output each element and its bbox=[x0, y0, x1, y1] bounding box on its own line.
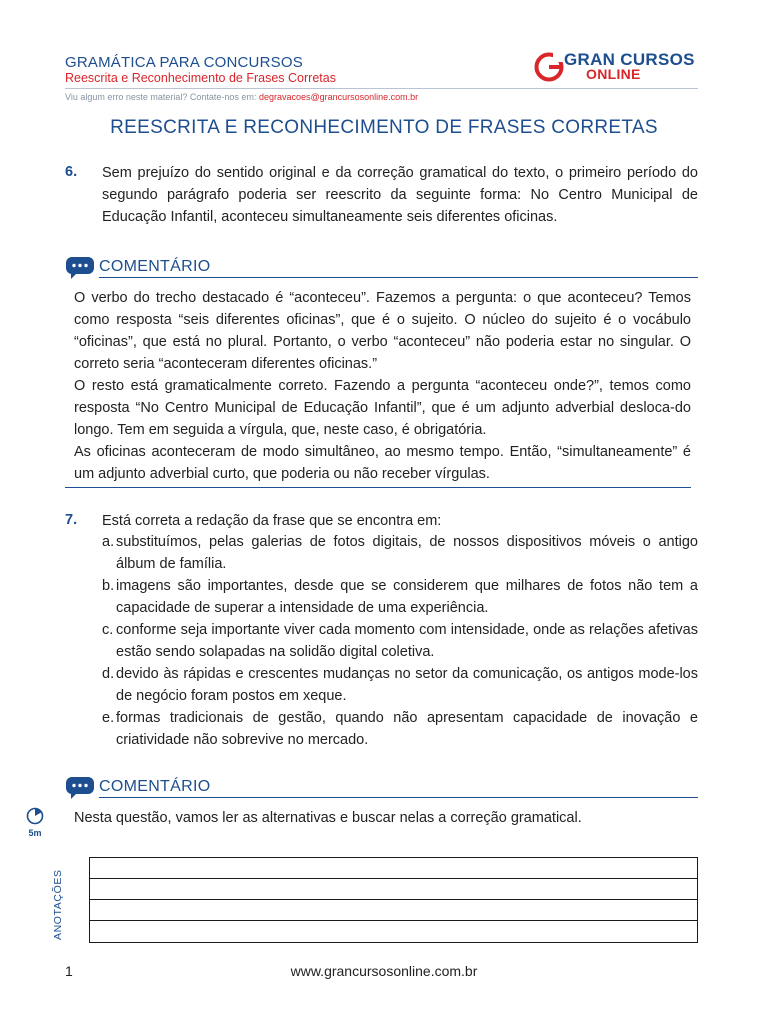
footer-url-link[interactable]: www.grancursosonline.com.br bbox=[290, 963, 478, 979]
comment-2-text: Nesta questão, vamos ler as alternativas e buscar nelas a correção gramatical. bbox=[74, 810, 582, 826]
section-title: REESCRITA E RECONHECIMENTO DE FRASES CORRETAS bbox=[110, 117, 658, 138]
contact-prefix: Viu algum erro neste material? Contate-nos em: bbox=[65, 92, 257, 102]
comment-2-header bbox=[65, 776, 698, 800]
option-letter: b. bbox=[102, 578, 115, 594]
option-letter: e. bbox=[102, 710, 115, 726]
question-6-text: Sem prejuízo do sentido original e da correção gramatical do texto, o primeiro período do segundo parágrafo poderia ser reescrito da seguinte forma: No Centro Municipal de Educação Infantil, aconteceu simultaneamente seis diferentes oficinas. bbox=[102, 165, 698, 225]
option-letter: a. bbox=[102, 534, 115, 550]
logo-g-icon bbox=[534, 52, 564, 82]
option-a bbox=[102, 531, 698, 575]
timer-icon bbox=[26, 806, 44, 826]
notes-line bbox=[90, 920, 697, 921]
notes-label: ANOTAÇÕES bbox=[52, 869, 64, 940]
option-letter: d. bbox=[102, 666, 115, 682]
question-7-stem: Está correta a redação da frase que se encontra em: bbox=[102, 513, 442, 529]
page-number: 1 bbox=[65, 963, 73, 979]
header-divider bbox=[65, 88, 698, 89]
option-text: formas tradicionais de gestão, quando não apresentam capacidade de inovação e criatividade não sobrevive no mercado. bbox=[116, 710, 698, 748]
comment-1-paragraph: O verbo do trecho destacado é “aconteceu”. Fazemos a pergunta: o que aconteceu? Temos como resposta “seis diferentes oficinas”, que é o sujeito. O núcleo do sujeito é o vocábulo “oficinas”, que está no plural. Portanto, o verbo “aconteceu” não poderia estar no singular. O correto seria “aconteceram diferentes oficinas.” bbox=[74, 290, 691, 372]
option-letter: c. bbox=[102, 622, 114, 638]
option-c bbox=[102, 619, 698, 663]
header-subtitle: Reescrita e Reconhecimento de Frases Corretas bbox=[65, 71, 336, 85]
header-title: GRAMÁTICA PARA CONCURSOS bbox=[65, 54, 303, 71]
comment-1-rule bbox=[99, 277, 698, 278]
option-text: devido às rápidas e crescentes mudanças no setor da comunicação, os antigos mode-los de negócio foram postos em xeque. bbox=[116, 666, 698, 704]
comment-2-rule bbox=[99, 797, 698, 798]
comment-1-header bbox=[65, 256, 698, 280]
comment-1-bottom-rule bbox=[65, 487, 691, 488]
header-contact bbox=[65, 92, 418, 102]
comment-1-label: COMENTÁRIO bbox=[99, 258, 211, 275]
notes-line bbox=[90, 899, 697, 900]
comment-bubble-icon bbox=[65, 776, 95, 800]
comment-1-paragraph: O resto está gramaticalmente correto. Fazendo a pergunta “aconteceu onde?”, temos como resposta “No Centro Municipal de Educação Infantil”, que é um adjunto adverbial desloca-do longo. Tem em seguida a vírgula, que, neste caso, é obrigatória. bbox=[74, 378, 691, 438]
question-7-number: 7. bbox=[65, 512, 78, 528]
logo-line1: GRAN CURSOS bbox=[564, 50, 695, 69]
option-b bbox=[102, 575, 698, 619]
comment-1-paragraph: As oficinas aconteceram de modo simultâneo, ao mesmo tempo. Então, “simultaneamente” é um adjunto adverbial curto, que poderia ou não receber vírgulas. bbox=[74, 444, 691, 482]
comment-2-label: COMENTÁRIO bbox=[99, 778, 211, 795]
option-text: conforme seja importante viver cada momento com intensidade, onde as relações afetivas estão sendo solapadas na solidão digital coletiva. bbox=[116, 622, 698, 660]
option-d bbox=[102, 663, 698, 707]
contact-email-link[interactable]: degravacoes@grancursosonline.com.br bbox=[258, 92, 419, 102]
option-text: substituímos, pelas galerias de fotos digitais, de nossos dispositivos móveis o antigo álbum de família. bbox=[116, 534, 698, 572]
comment-bubble-icon bbox=[65, 256, 95, 280]
notes-line bbox=[90, 878, 697, 879]
logo-line2: ONLINE bbox=[586, 66, 641, 82]
gran-cursos-logo bbox=[534, 50, 699, 84]
option-text: imagens são importantes, desde que se considerem que milhares de fotos não tem a capacidade de superar a intensidade de uma experiência. bbox=[116, 578, 698, 616]
reading-timer bbox=[26, 806, 44, 836]
notes-area[interactable] bbox=[89, 857, 698, 943]
comment-1-body bbox=[74, 287, 691, 485]
question-6-number: 6. bbox=[65, 164, 78, 180]
timer-label: 5m bbox=[28, 828, 42, 838]
option-e bbox=[102, 707, 698, 751]
